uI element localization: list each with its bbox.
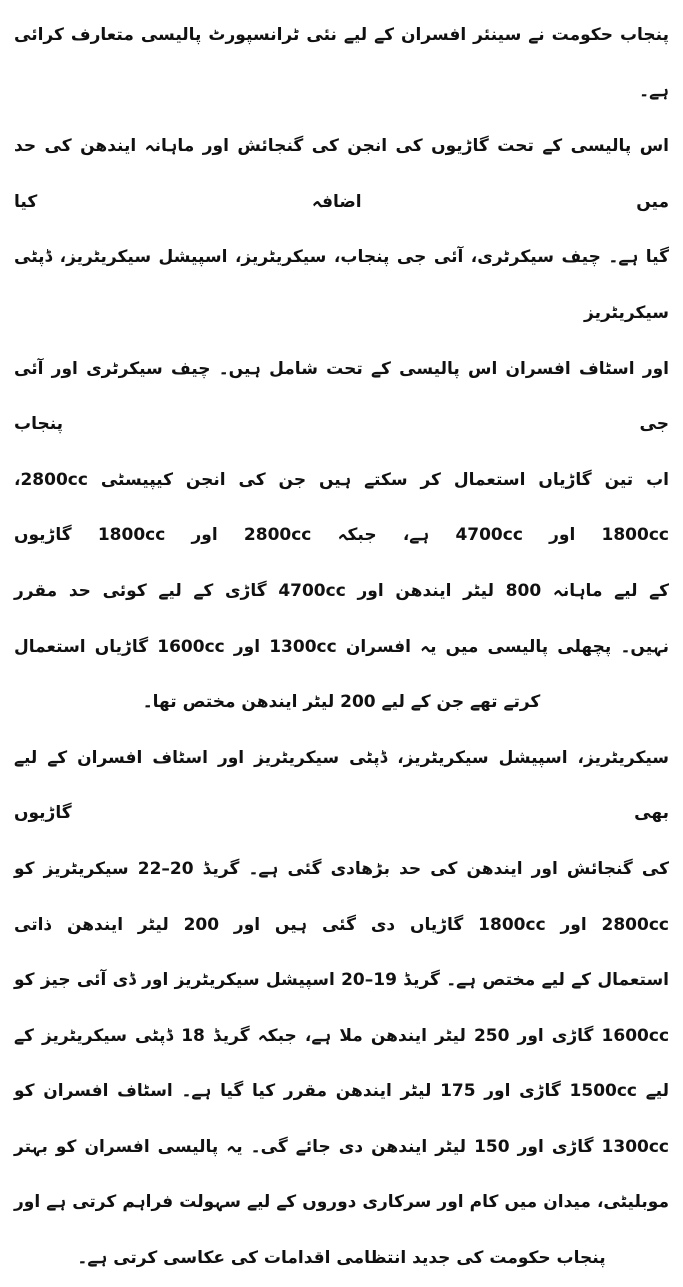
text-line: لیے 1500cc گاڑی اور 175 لیٹر ایندھن مقرر کیا گیا ہے۔ اسٹاف افسران کو xyxy=(14,1081,669,1102)
text-line: نہیں۔ پچھلی پالیسی میں یہ افسران 1300cc اور 1600cc گاڑیاں استعمال xyxy=(14,636,669,657)
text-line: اس پالیسی کے تحت گاڑیوں کی انجن کی گنجائش اور ماہانہ ایندھن کی حد میں اضافہ کیا xyxy=(14,136,669,212)
text-line: اب تین گاڑیاں استعمال کر سکتے ہیں جن کی انجن کیپیسٹی 2800cc، xyxy=(14,469,669,490)
paragraph-1 xyxy=(14,8,669,731)
text-line: 1800cc اور 4700cc ہے، جبکہ 2800cc اور 1800cc گاڑیوں xyxy=(14,525,669,546)
text-line: پنجاب حکومت کی جدید انتظامی اقدامات کی عکاسی کرتی ہے۔ xyxy=(77,1248,606,1269)
text-line: کرتے تھے جن کے لیے 200 لیٹر ایندھن مختص تھا۔ xyxy=(142,692,541,713)
text-line: گیا ہے۔ چیف سیکرٹری، آئی جی پنجاب، سیکریٹریز، اسپیشل سیکریٹریز، ڈپٹی سیکریٹریز xyxy=(14,247,669,323)
text-line: استعمال کے لیے مختص ہے۔ گریڈ 19–20 اسپیشل سیکریٹریز اور ڈی آئی جیز کو xyxy=(14,970,669,991)
text-line: اور اسٹاف افسران اس پالیسی کے تحت شامل ہیں۔ چیف سیکرٹری اور آئی جی پنجاب xyxy=(14,358,669,435)
text-line: کی گنجائش اور ایندھن کی حد بڑھادی گئی ہے۔ گریڈ 20–22 سیکریٹریز کو xyxy=(14,858,669,879)
paragraph-2 xyxy=(14,731,669,1287)
text-line: کے لیے ماہانہ 800 لیٹر ایندھن اور 4700cc گاڑی کے لیے کوئی حد مقرر xyxy=(14,580,670,601)
article-body xyxy=(14,0,669,1287)
text-line: موبلیٹی، میدان میں کام اور سرکاری دوروں کے لیے سہولت فراہم کرتی ہے اور xyxy=(14,1192,669,1213)
text-line: 2800cc اور 1800cc گاڑیاں دی گئی ہیں اور 200 لیٹر ایندھن ذاتی xyxy=(14,914,669,935)
text-line: پنجاب حکومت نے سینئر افسران کے لیے نئی ٹرانسپورٹ پالیسی متعارف کرائی ہے۔ xyxy=(14,25,669,101)
text-line: سیکریٹریز، اسپیشل سیکریٹریز، ڈپٹی سیکریٹریز اور اسٹاف افسران کے لیے بھی گاڑیوں xyxy=(14,747,669,824)
text-line: 1300cc گاڑی اور 150 لیٹر ایندھن دی جائے گی۔ یہ پالیسی افسران کو بہتر xyxy=(14,1136,669,1157)
text-line: 1600cc گاڑی اور 250 لیٹر ایندھن ملا ہے، جبکہ گریڈ 18 ڈپٹی سیکریٹریز کے xyxy=(14,1025,670,1046)
